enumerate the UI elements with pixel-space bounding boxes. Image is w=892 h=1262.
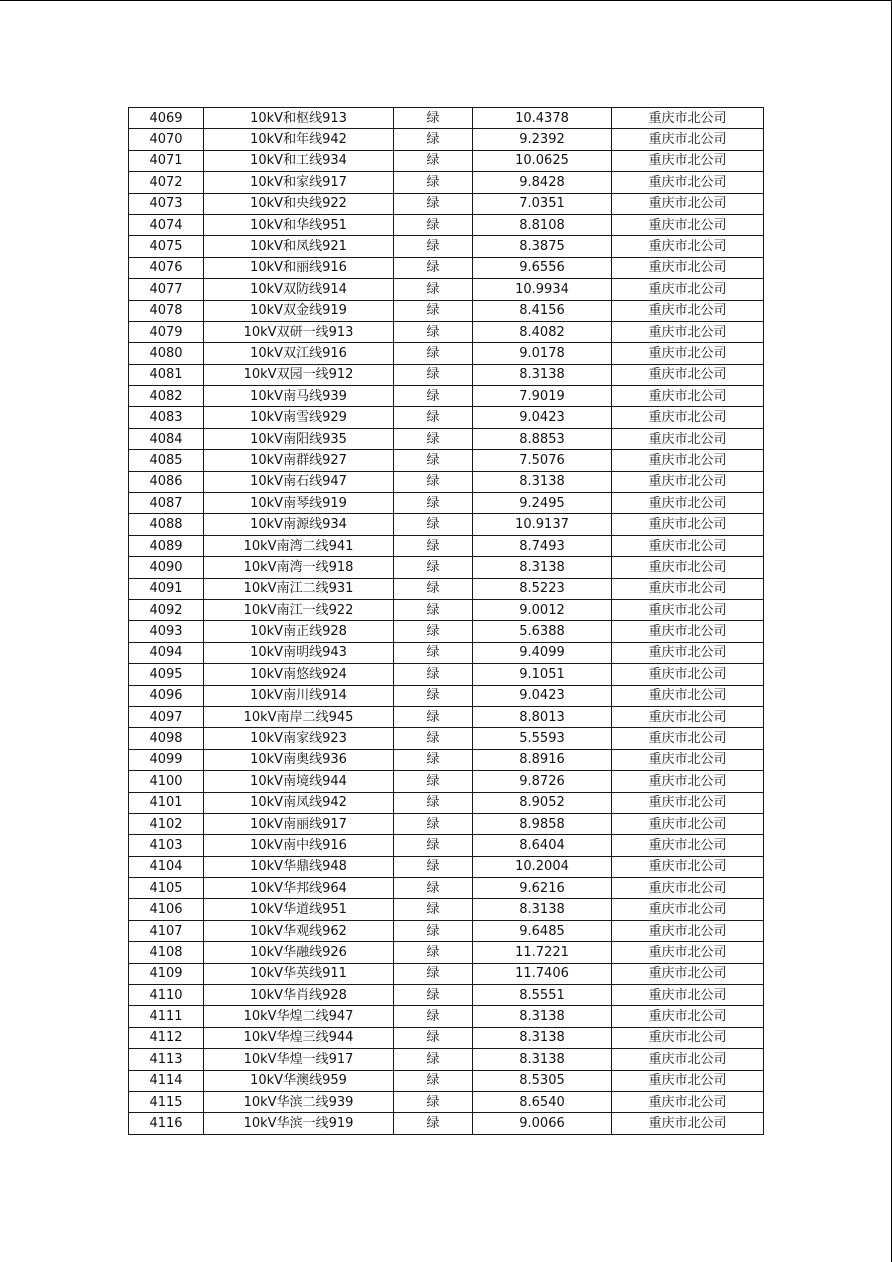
value-cell: 10.9934: [473, 279, 612, 300]
company-cell: 重庆市北公司: [612, 1049, 764, 1070]
table-row: [129, 899, 764, 920]
line-name-cell: 10kV南群线927: [204, 450, 394, 471]
line-name-cell: 10kV双江线916: [204, 343, 394, 364]
table-row: [129, 108, 764, 129]
company-cell: 重庆市北公司: [612, 813, 764, 834]
line-name-cell: 10kV华观线962: [204, 920, 394, 941]
row-number-cell: 4073: [129, 193, 204, 214]
value-cell: 8.7493: [473, 535, 612, 556]
table-row: [129, 578, 764, 599]
value-cell: 10.9137: [473, 514, 612, 535]
status-color-cell: 绿: [394, 899, 473, 920]
line-name-cell: 10kV双园一线912: [204, 364, 394, 385]
value-cell: 5.5593: [473, 728, 612, 749]
row-number-cell: 4093: [129, 621, 204, 642]
line-name-cell: 10kV南中线916: [204, 835, 394, 856]
line-name-cell: 10kV华煌一线917: [204, 1049, 394, 1070]
line-name-cell: 10kV南湾一线918: [204, 557, 394, 578]
value-cell: 9.0423: [473, 685, 612, 706]
company-cell: 重庆市北公司: [612, 514, 764, 535]
company-cell: 重庆市北公司: [612, 428, 764, 449]
table-row: [129, 214, 764, 235]
row-number-cell: 4097: [129, 706, 204, 727]
row-number-cell: 4072: [129, 172, 204, 193]
value-cell: 8.9858: [473, 813, 612, 834]
company-cell: 重庆市北公司: [612, 942, 764, 963]
table-row: [129, 1006, 764, 1027]
row-number-cell: 4094: [129, 642, 204, 663]
row-number-cell: 4107: [129, 920, 204, 941]
row-number-cell: 4091: [129, 578, 204, 599]
row-number-cell: 4083: [129, 407, 204, 428]
status-color-cell: 绿: [394, 1049, 473, 1070]
row-number-cell: 4074: [129, 214, 204, 235]
row-number-cell: 4090: [129, 557, 204, 578]
row-number-cell: 4079: [129, 321, 204, 342]
line-name-cell: 10kV和年线942: [204, 129, 394, 150]
value-cell: 9.2495: [473, 493, 612, 514]
row-number-cell: 4085: [129, 450, 204, 471]
line-name-cell: 10kV南奥线936: [204, 749, 394, 770]
row-number-cell: 4086: [129, 471, 204, 492]
status-color-cell: 绿: [394, 878, 473, 899]
company-cell: 重庆市北公司: [612, 685, 764, 706]
table-row: [129, 771, 764, 792]
company-cell: 重庆市北公司: [612, 920, 764, 941]
status-color-cell: 绿: [394, 557, 473, 578]
company-cell: 重庆市北公司: [612, 963, 764, 984]
status-color-cell: 绿: [394, 1091, 473, 1112]
table-row: [129, 728, 764, 749]
table-row: [129, 706, 764, 727]
status-color-cell: 绿: [394, 835, 473, 856]
company-cell: 重庆市北公司: [612, 108, 764, 129]
value-cell: 8.3875: [473, 236, 612, 257]
row-number-cell: 4077: [129, 279, 204, 300]
table-row: [129, 685, 764, 706]
value-cell: 10.0625: [473, 150, 612, 171]
value-cell: 9.0423: [473, 407, 612, 428]
status-color-cell: 绿: [394, 642, 473, 663]
table-row: [129, 257, 764, 278]
line-name-cell: 10kV和央线922: [204, 193, 394, 214]
company-cell: 重庆市北公司: [612, 1006, 764, 1027]
value-cell: 8.8916: [473, 749, 612, 770]
line-name-cell: 10kV华滨一线919: [204, 1113, 394, 1134]
status-color-cell: 绿: [394, 150, 473, 171]
company-cell: 重庆市北公司: [612, 172, 764, 193]
status-color-cell: 绿: [394, 1006, 473, 1027]
company-cell: 重庆市北公司: [612, 642, 764, 663]
table-row: [129, 386, 764, 407]
table-row: [129, 407, 764, 428]
value-cell: 8.3138: [473, 557, 612, 578]
line-name-cell: 10kV华邦线964: [204, 878, 394, 899]
table-row: [129, 664, 764, 685]
company-cell: 重庆市北公司: [612, 664, 764, 685]
table-body: [129, 108, 764, 1135]
row-number-cell: 4114: [129, 1070, 204, 1091]
line-name-cell: 10kV南石线947: [204, 471, 394, 492]
company-cell: 重庆市北公司: [612, 557, 764, 578]
value-cell: 8.5551: [473, 985, 612, 1006]
value-cell: 9.6556: [473, 257, 612, 278]
status-color-cell: 绿: [394, 386, 473, 407]
line-name-cell: 10kV华煌三线944: [204, 1027, 394, 1048]
row-number-cell: 4088: [129, 514, 204, 535]
table-row: [129, 1113, 764, 1134]
line-name-cell: 10kV南阳线935: [204, 428, 394, 449]
line-name-cell: 10kV华澳线959: [204, 1070, 394, 1091]
company-cell: 重庆市北公司: [612, 835, 764, 856]
row-number-cell: 4101: [129, 792, 204, 813]
row-number-cell: 4098: [129, 728, 204, 749]
company-cell: 重庆市北公司: [612, 621, 764, 642]
line-name-cell: 10kV南明线943: [204, 642, 394, 663]
company-cell: 重庆市北公司: [612, 749, 764, 770]
status-color-cell: 绿: [394, 450, 473, 471]
status-color-cell: 绿: [394, 813, 473, 834]
row-number-cell: 4087: [129, 493, 204, 514]
line-name-cell: 10kV南悠线924: [204, 664, 394, 685]
status-color-cell: 绿: [394, 792, 473, 813]
table-row: [129, 920, 764, 941]
line-name-cell: 10kV双研一线913: [204, 321, 394, 342]
value-cell: 9.6216: [473, 878, 612, 899]
table-row: [129, 493, 764, 514]
value-cell: 8.5223: [473, 578, 612, 599]
table-row: [129, 856, 764, 877]
table-row: [129, 792, 764, 813]
status-color-cell: 绿: [394, 257, 473, 278]
status-color-cell: 绿: [394, 963, 473, 984]
table-row: [129, 1027, 764, 1048]
line-name-cell: 10kV双防线914: [204, 279, 394, 300]
status-color-cell: 绿: [394, 1027, 473, 1048]
table-row: [129, 963, 764, 984]
status-color-cell: 绿: [394, 407, 473, 428]
company-cell: 重庆市北公司: [612, 471, 764, 492]
table-row: [129, 150, 764, 171]
company-cell: 重庆市北公司: [612, 386, 764, 407]
company-cell: 重庆市北公司: [612, 450, 764, 471]
row-number-cell: 4070: [129, 129, 204, 150]
line-name-cell: 10kV华煌二线947: [204, 1006, 394, 1027]
company-cell: 重庆市北公司: [612, 493, 764, 514]
line-name-cell: 10kV南源线934: [204, 514, 394, 535]
line-name-cell: 10kV南岸二线945: [204, 706, 394, 727]
value-cell: 11.7406: [473, 963, 612, 984]
table-row: [129, 642, 764, 663]
status-color-cell: 绿: [394, 664, 473, 685]
value-cell: 9.8428: [473, 172, 612, 193]
row-number-cell: 4115: [129, 1091, 204, 1112]
table-row: [129, 129, 764, 150]
table-row: [129, 599, 764, 620]
row-number-cell: 4092: [129, 599, 204, 620]
value-cell: 8.8108: [473, 214, 612, 235]
company-cell: 重庆市北公司: [612, 599, 764, 620]
line-name-cell: 10kV南江二线931: [204, 578, 394, 599]
company-cell: 重庆市北公司: [612, 1070, 764, 1091]
line-name-cell: 10kV华融线926: [204, 942, 394, 963]
status-color-cell: 绿: [394, 172, 473, 193]
company-cell: 重庆市北公司: [612, 150, 764, 171]
company-cell: 重庆市北公司: [612, 279, 764, 300]
line-name-cell: 10kV和凤线921: [204, 236, 394, 257]
status-color-cell: 绿: [394, 428, 473, 449]
table-row: [129, 535, 764, 556]
row-number-cell: 4076: [129, 257, 204, 278]
value-cell: 9.0178: [473, 343, 612, 364]
table-row: [129, 300, 764, 321]
line-name-cell: 10kV华道线951: [204, 899, 394, 920]
line-name-cell: 10kV南雪线929: [204, 407, 394, 428]
status-color-cell: 绿: [394, 599, 473, 620]
status-color-cell: 绿: [394, 728, 473, 749]
value-cell: 9.1051: [473, 664, 612, 685]
table-row: [129, 813, 764, 834]
status-color-cell: 绿: [394, 1070, 473, 1091]
status-color-cell: 绿: [394, 985, 473, 1006]
row-number-cell: 4104: [129, 856, 204, 877]
table-row: [129, 514, 764, 535]
row-number-cell: 4082: [129, 386, 204, 407]
value-cell: 9.4099: [473, 642, 612, 663]
value-cell: 8.4156: [473, 300, 612, 321]
company-cell: 重庆市北公司: [612, 728, 764, 749]
company-cell: 重庆市北公司: [612, 771, 764, 792]
value-cell: 8.4082: [473, 321, 612, 342]
company-cell: 重庆市北公司: [612, 856, 764, 877]
row-number-cell: 4081: [129, 364, 204, 385]
value-cell: 8.9052: [473, 792, 612, 813]
row-number-cell: 4109: [129, 963, 204, 984]
status-color-cell: 绿: [394, 108, 473, 129]
line-name-cell: 10kV南琴线919: [204, 493, 394, 514]
status-color-cell: 绿: [394, 621, 473, 642]
row-number-cell: 4089: [129, 535, 204, 556]
line-name-cell: 10kV和华线951: [204, 214, 394, 235]
line-name-cell: 10kV南马线939: [204, 386, 394, 407]
company-cell: 重庆市北公司: [612, 407, 764, 428]
status-color-cell: 绿: [394, 193, 473, 214]
value-cell: 8.3138: [473, 1006, 612, 1027]
table-row: [129, 172, 764, 193]
value-cell: 8.5305: [473, 1070, 612, 1091]
status-color-cell: 绿: [394, 343, 473, 364]
row-number-cell: 4075: [129, 236, 204, 257]
line-name-cell: 10kV南川线914: [204, 685, 394, 706]
status-color-cell: 绿: [394, 1113, 473, 1134]
table-row: [129, 343, 764, 364]
value-cell: 8.8013: [473, 706, 612, 727]
value-cell: 8.6540: [473, 1091, 612, 1112]
row-number-cell: 4111: [129, 1006, 204, 1027]
line-name-cell: 10kV南江一线922: [204, 599, 394, 620]
line-name-cell: 10kV南凤线942: [204, 792, 394, 813]
company-cell: 重庆市北公司: [612, 535, 764, 556]
company-cell: 重庆市北公司: [612, 985, 764, 1006]
value-cell: 8.6404: [473, 835, 612, 856]
status-color-cell: 绿: [394, 856, 473, 877]
company-cell: 重庆市北公司: [612, 878, 764, 899]
line-name-cell: 10kV南境线944: [204, 771, 394, 792]
row-number-cell: 4110: [129, 985, 204, 1006]
row-number-cell: 4113: [129, 1049, 204, 1070]
table-row: [129, 942, 764, 963]
status-color-cell: 绿: [394, 321, 473, 342]
table-row: [129, 471, 764, 492]
status-color-cell: 绿: [394, 771, 473, 792]
value-cell: 7.9019: [473, 386, 612, 407]
row-number-cell: 4078: [129, 300, 204, 321]
table-row: [129, 364, 764, 385]
value-cell: 8.3138: [473, 364, 612, 385]
table-row: [129, 321, 764, 342]
line-name-cell: 10kV和工线934: [204, 150, 394, 171]
status-color-cell: 绿: [394, 535, 473, 556]
row-number-cell: 4116: [129, 1113, 204, 1134]
line-name-cell: 10kV华肖线928: [204, 985, 394, 1006]
table-row: [129, 1070, 764, 1091]
status-color-cell: 绿: [394, 129, 473, 150]
value-cell: 7.5076: [473, 450, 612, 471]
status-color-cell: 绿: [394, 493, 473, 514]
value-cell: 9.2392: [473, 129, 612, 150]
table-row: [129, 236, 764, 257]
status-color-cell: 绿: [394, 685, 473, 706]
status-color-cell: 绿: [394, 214, 473, 235]
value-cell: 8.3138: [473, 899, 612, 920]
table-row: [129, 621, 764, 642]
value-cell: 5.6388: [473, 621, 612, 642]
table-row: [129, 835, 764, 856]
table-row: [129, 450, 764, 471]
company-cell: 重庆市北公司: [612, 214, 764, 235]
status-color-cell: 绿: [394, 236, 473, 257]
value-cell: 9.8726: [473, 771, 612, 792]
line-name-cell: 10kV双金线919: [204, 300, 394, 321]
company-cell: 重庆市北公司: [612, 343, 764, 364]
table-row: [129, 428, 764, 449]
status-color-cell: 绿: [394, 514, 473, 535]
row-number-cell: 4108: [129, 942, 204, 963]
row-number-cell: 4105: [129, 878, 204, 899]
value-cell: 8.3138: [473, 1049, 612, 1070]
value-cell: 10.2004: [473, 856, 612, 877]
value-cell: 10.4378: [473, 108, 612, 129]
value-cell: 9.6485: [473, 920, 612, 941]
value-cell: 8.3138: [473, 1027, 612, 1048]
table-row: [129, 193, 764, 214]
table-row: [129, 1091, 764, 1112]
value-cell: 11.7221: [473, 942, 612, 963]
row-number-cell: 4106: [129, 899, 204, 920]
table-row: [129, 557, 764, 578]
company-cell: 重庆市北公司: [612, 321, 764, 342]
line-name-cell: 10kV和枢线913: [204, 108, 394, 129]
line-name-cell: 10kV南丽线917: [204, 813, 394, 834]
table-row: [129, 749, 764, 770]
row-number-cell: 4095: [129, 664, 204, 685]
row-number-cell: 4071: [129, 150, 204, 171]
value-cell: 7.0351: [473, 193, 612, 214]
status-color-cell: 绿: [394, 471, 473, 492]
status-color-cell: 绿: [394, 942, 473, 963]
row-number-cell: 4069: [129, 108, 204, 129]
value-cell: 9.0066: [473, 1113, 612, 1134]
company-cell: 重庆市北公司: [612, 792, 764, 813]
table-row: [129, 279, 764, 300]
row-number-cell: 4084: [129, 428, 204, 449]
line-name-cell: 10kV华鼎线948: [204, 856, 394, 877]
table-row: [129, 985, 764, 1006]
company-cell: 重庆市北公司: [612, 257, 764, 278]
company-cell: 重庆市北公司: [612, 1027, 764, 1048]
row-number-cell: 4103: [129, 835, 204, 856]
line-name-cell: 10kV和丽线916: [204, 257, 394, 278]
page-top-border: [0, 0, 892, 1]
status-color-cell: 绿: [394, 578, 473, 599]
company-cell: 重庆市北公司: [612, 1091, 764, 1112]
status-color-cell: 绿: [394, 706, 473, 727]
company-cell: 重庆市北公司: [612, 578, 764, 599]
value-cell: 8.8853: [473, 428, 612, 449]
row-number-cell: 4096: [129, 685, 204, 706]
status-color-cell: 绿: [394, 749, 473, 770]
status-color-cell: 绿: [394, 279, 473, 300]
row-number-cell: 4099: [129, 749, 204, 770]
row-number-cell: 4112: [129, 1027, 204, 1048]
row-number-cell: 4100: [129, 771, 204, 792]
line-name-cell: 10kV南家线923: [204, 728, 394, 749]
row-number-cell: 4080: [129, 343, 204, 364]
feeder-line-table: [128, 107, 764, 1135]
company-cell: 重庆市北公司: [612, 236, 764, 257]
status-color-cell: 绿: [394, 920, 473, 941]
line-name-cell: 10kV华英线911: [204, 963, 394, 984]
line-name-cell: 10kV华滨二线939: [204, 1091, 394, 1112]
company-cell: 重庆市北公司: [612, 193, 764, 214]
company-cell: 重庆市北公司: [612, 129, 764, 150]
company-cell: 重庆市北公司: [612, 300, 764, 321]
status-color-cell: 绿: [394, 300, 473, 321]
line-name-cell: 10kV南湾二线941: [204, 535, 394, 556]
company-cell: 重庆市北公司: [612, 1113, 764, 1134]
company-cell: 重庆市北公司: [612, 706, 764, 727]
line-name-cell: 10kV和家线917: [204, 172, 394, 193]
line-name-cell: 10kV南正线928: [204, 621, 394, 642]
row-number-cell: 4102: [129, 813, 204, 834]
value-cell: 8.3138: [473, 471, 612, 492]
table-row: [129, 878, 764, 899]
value-cell: 9.0012: [473, 599, 612, 620]
company-cell: 重庆市北公司: [612, 364, 764, 385]
table-row: [129, 1049, 764, 1070]
company-cell: 重庆市北公司: [612, 899, 764, 920]
status-color-cell: 绿: [394, 364, 473, 385]
